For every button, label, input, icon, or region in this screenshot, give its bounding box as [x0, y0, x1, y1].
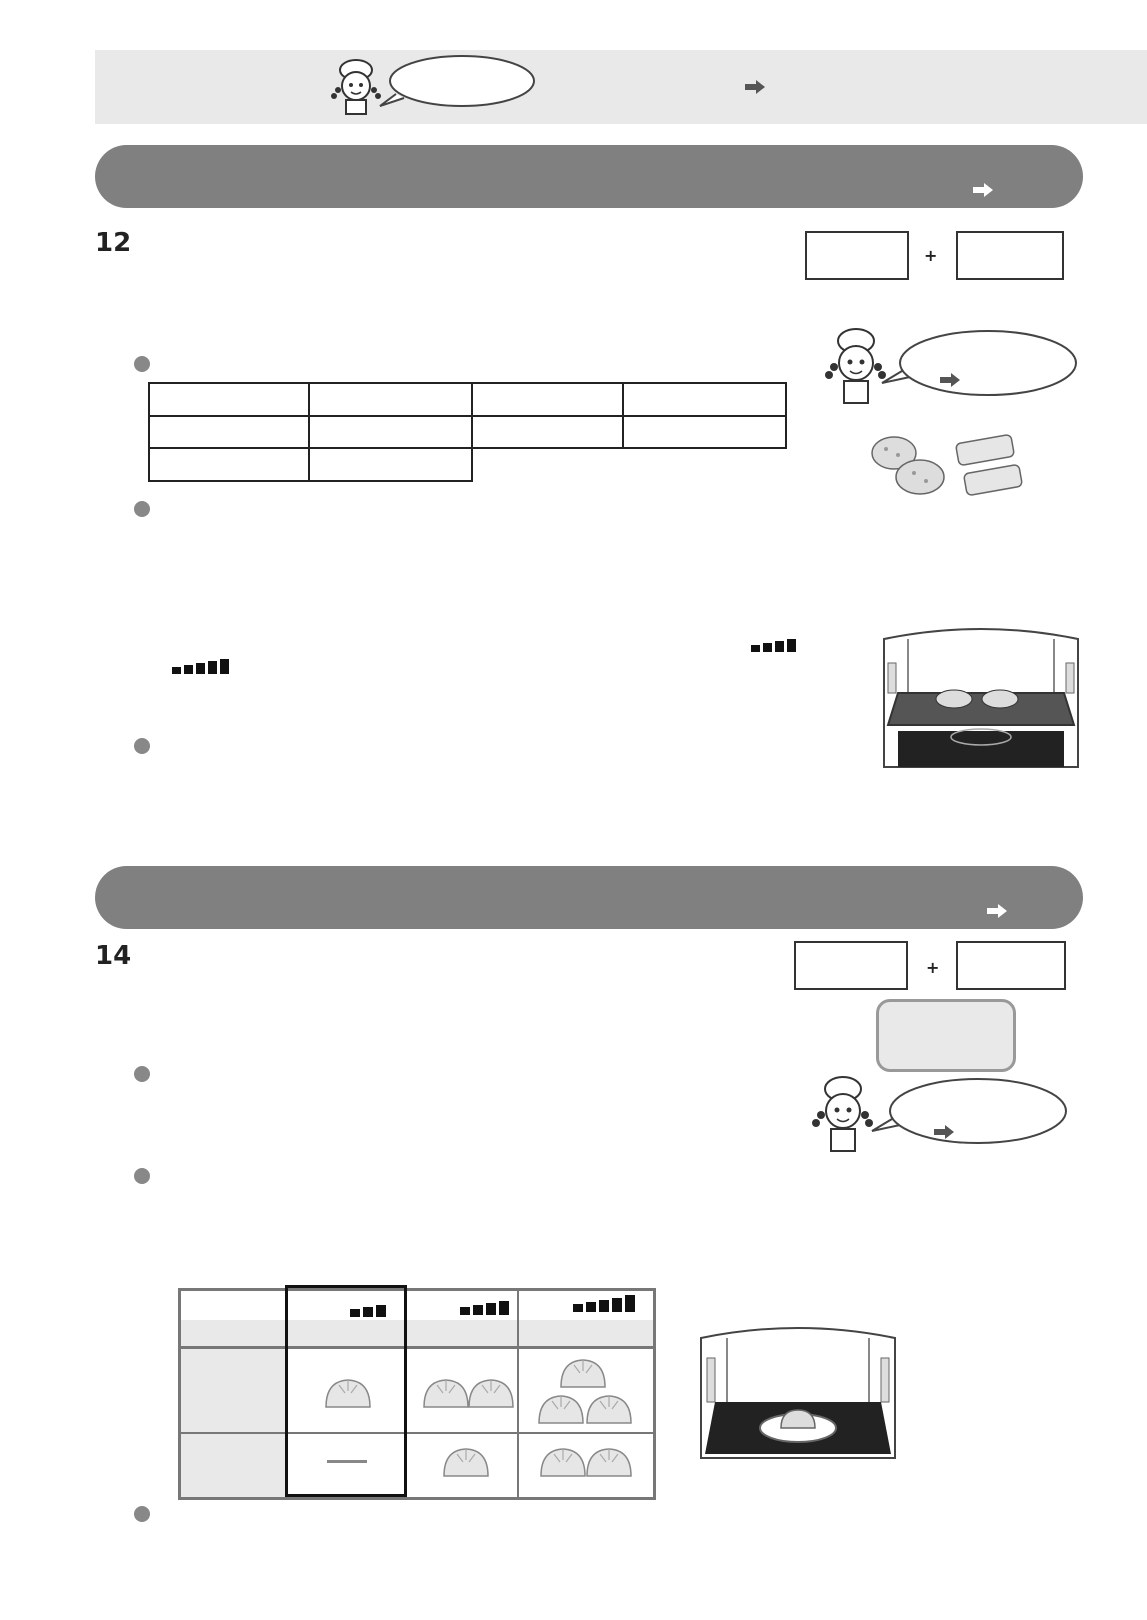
step-number: 14: [95, 941, 132, 971]
bun-icon: [466, 1377, 516, 1413]
key-button-1[interactable]: [794, 941, 908, 990]
section-bar-2: [95, 866, 1083, 929]
power-level-icon: [573, 1293, 638, 1312]
chef-character-icon: [805, 1073, 877, 1155]
croquette-icon: [870, 433, 950, 498]
step-number: 12: [95, 228, 132, 258]
bun-icon: [441, 1446, 491, 1482]
table-cell: [149, 383, 309, 416]
quantity-table: [148, 382, 787, 482]
power-level-icon: [751, 633, 799, 652]
bun-icon: [558, 1357, 608, 1393]
bullet-point: [134, 501, 150, 517]
bullet-point: [134, 738, 150, 754]
key-button-2[interactable]: [956, 941, 1066, 990]
key-button-2[interactable]: [956, 231, 1064, 280]
header-bar: [95, 50, 1147, 124]
chef-character-icon: [326, 56, 386, 118]
table-cell: [149, 416, 309, 448]
arrow-right-icon: [940, 373, 960, 387]
bullet-point: [134, 356, 150, 372]
power-level-icon: [172, 655, 232, 674]
none-dash: [327, 1460, 367, 1463]
power-level-icon: [350, 1298, 389, 1317]
speech-bubble: [880, 327, 1080, 399]
arrow-right-icon: [745, 80, 765, 94]
bun-icon: [584, 1393, 634, 1429]
oven-icon: [878, 625, 1084, 771]
section-bar-1: [95, 145, 1083, 208]
bun-icon: [538, 1446, 588, 1482]
table-cell: [309, 383, 472, 416]
arrow-right-icon: [934, 1125, 954, 1139]
speech-bubble: [870, 1075, 1070, 1147]
table-cell: [623, 383, 786, 416]
arrow-right-icon: [973, 183, 993, 197]
bun-icon: [536, 1393, 586, 1429]
table-cell: [623, 448, 786, 481]
table-cell: [309, 448, 472, 481]
bun-icon: [323, 1377, 373, 1413]
table-cell: [623, 416, 786, 448]
bun-icon: [421, 1377, 471, 1413]
bun-icon: [584, 1446, 634, 1482]
table-cell: [472, 383, 623, 416]
power-level-icon: [460, 1296, 512, 1315]
info-panel: [876, 999, 1016, 1072]
bullet-point: [134, 1168, 150, 1184]
plus-sign: +: [926, 958, 940, 977]
speech-bubble: [378, 54, 538, 112]
arrow-right-icon: [987, 904, 1007, 918]
table-cell: [149, 448, 309, 481]
table-cell: [309, 416, 472, 448]
key-button-1[interactable]: [805, 231, 909, 280]
table-cell: [472, 448, 623, 481]
bullet-point: [134, 1506, 150, 1522]
table-cell: [472, 416, 623, 448]
plus-sign: +: [924, 246, 938, 265]
oven-icon: [695, 1322, 901, 1462]
spring-roll-icon: [953, 433, 1025, 501]
bullet-point: [134, 1066, 150, 1082]
